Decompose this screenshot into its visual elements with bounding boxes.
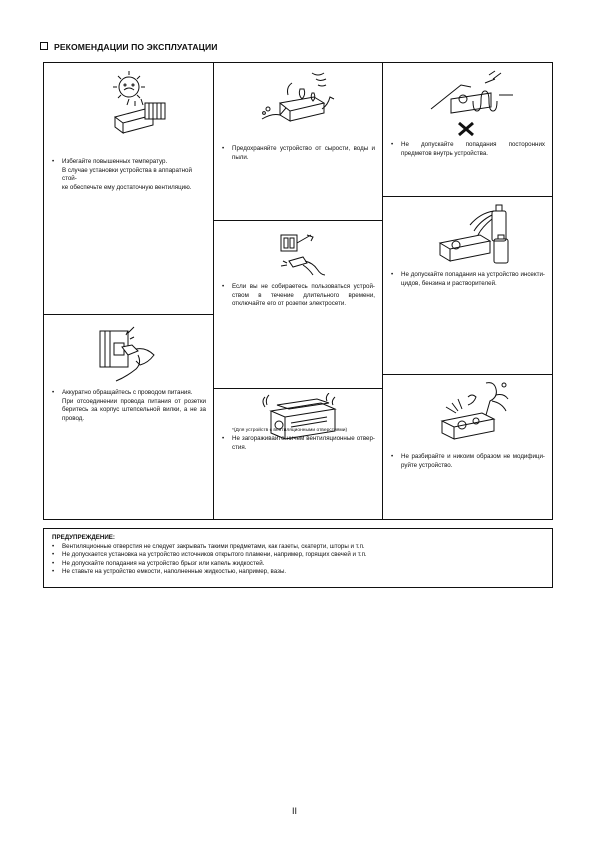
column-divider bbox=[213, 63, 214, 519]
tip-text: Если вы не собираетесь пользоваться устрой-ством в течение длительного времени, отключайте его от розетки электросети. bbox=[232, 283, 375, 308]
tip-text: Не разбирайте и никоим образом не модифици-руйте устройство. bbox=[401, 453, 545, 469]
tip-ventilation bbox=[220, 427, 375, 452]
bullet: • bbox=[52, 158, 55, 165]
row-divider bbox=[213, 220, 383, 221]
tip-text: ке обеспечьте ему достаточную вентиляцию. bbox=[62, 183, 192, 191]
bullet: • bbox=[52, 568, 55, 576]
plug-pull-icon bbox=[96, 325, 162, 385]
page-heading bbox=[40, 42, 218, 52]
tip-disassemble bbox=[389, 453, 545, 470]
warning-item bbox=[52, 560, 544, 569]
tip-unplug bbox=[220, 283, 375, 309]
wall-socket-icon bbox=[277, 229, 329, 279]
page-title: РЕКОМЕНДАЦИИ ПО ЭКСПЛУАТАЦИИ bbox=[54, 42, 218, 52]
warning-title: ПРЕДУПРЕЖДЕНИЕ: bbox=[52, 534, 115, 541]
warning-text: Не допускается установка на устройство источников открытого пламени, например, горящих свечей и т.п. bbox=[62, 551, 367, 559]
warning-item bbox=[52, 543, 544, 552]
recommendations-grid bbox=[43, 62, 553, 520]
bullet: • bbox=[222, 283, 225, 290]
tip-text: Не допускайте попадания на устройство инсекти-цидов, бензина и растворителей. bbox=[401, 271, 545, 287]
tip-foreign-objects bbox=[389, 141, 545, 158]
warning-text: Вентиляционные отверстия не следует закрывать такими предметами, как газеты, скатерти, шторы и т.п. bbox=[62, 542, 365, 550]
bullet: • bbox=[52, 389, 55, 396]
row-divider bbox=[382, 196, 553, 197]
warning-item bbox=[52, 568, 544, 577]
sun-heat-icon bbox=[99, 71, 169, 139]
tip-temperature bbox=[50, 158, 206, 192]
bullet: • bbox=[52, 542, 55, 550]
bullet: • bbox=[52, 551, 55, 559]
tip-text: Предохраняйте устройство от сырости, воды и пыли. bbox=[232, 145, 375, 161]
checkbox-square-icon bbox=[40, 42, 48, 50]
tip-insecticides bbox=[389, 271, 545, 288]
row-divider bbox=[44, 314, 214, 315]
bullet: • bbox=[52, 559, 55, 567]
tip-moisture bbox=[220, 145, 375, 162]
tip-text: В случае установки устройства в аппаратной стой- bbox=[62, 166, 192, 183]
row-divider bbox=[382, 374, 553, 375]
tip-text: Не загораживайте ничем вентиляционные отвер-стия. bbox=[232, 435, 375, 451]
warning-item bbox=[52, 551, 544, 560]
warning-text: Не допускайте попадания на устройство брызг или капель жидкостей. bbox=[62, 559, 265, 567]
tip-text: При отсоединении провода питания от розетки беритесь за корпус штепсельной вилки, а не за провод. bbox=[62, 397, 206, 422]
bullet: • bbox=[222, 145, 225, 152]
tip-cord bbox=[50, 389, 206, 423]
water-dust-icon bbox=[258, 69, 338, 133]
bullet: • bbox=[391, 271, 394, 278]
tip-text: Аккуратно обращайтесь с проводом питания. bbox=[62, 389, 193, 396]
page-number: II bbox=[292, 806, 298, 816]
ventilation-footnote: *(Для устройств с вентиляционными отверстиями) bbox=[232, 428, 348, 433]
tampering-icon bbox=[432, 379, 514, 447]
column-divider bbox=[382, 63, 383, 519]
screwdriver-icon bbox=[427, 69, 513, 137]
row-divider bbox=[213, 388, 383, 389]
tip-text: Избегайте повышенных температур. bbox=[62, 158, 168, 165]
bullet: • bbox=[391, 453, 394, 460]
spray-can-icon bbox=[434, 203, 514, 269]
warning-text: Не ставьте на устройство емкости, наполненные жидкостью, например, вазы. bbox=[62, 568, 287, 576]
bullet: • bbox=[391, 141, 394, 148]
bullet: • bbox=[222, 435, 225, 442]
tip-text: Не допускайте попадания посторонних предметов внутрь устройства. bbox=[401, 141, 545, 157]
warning-box bbox=[43, 528, 553, 588]
